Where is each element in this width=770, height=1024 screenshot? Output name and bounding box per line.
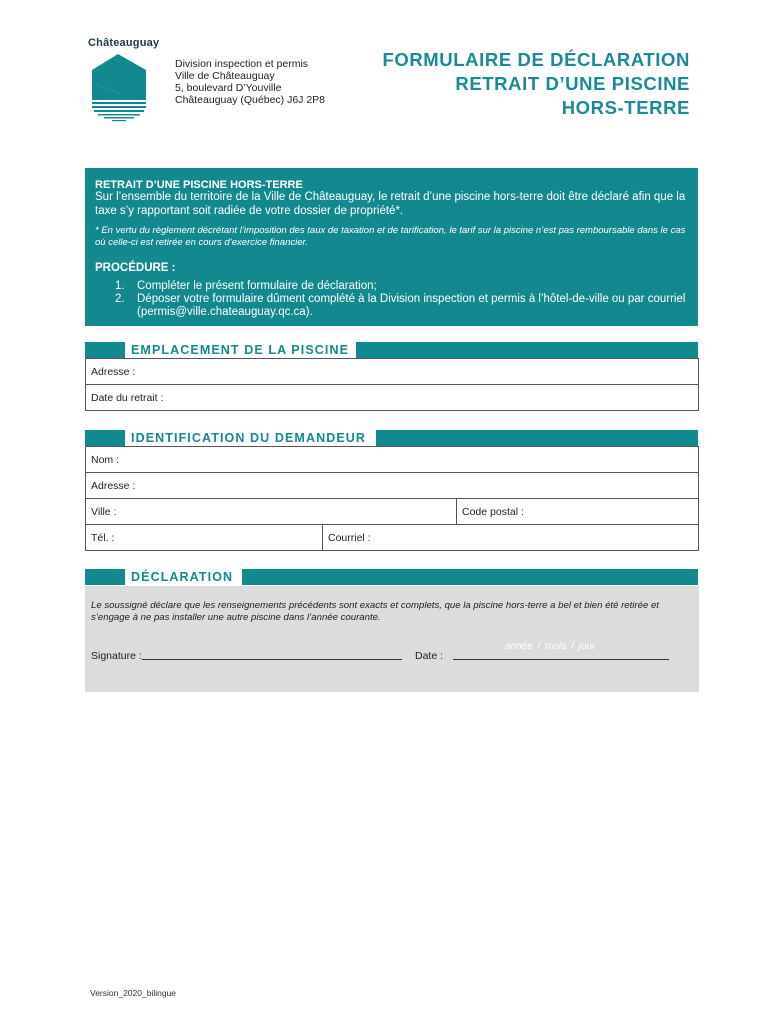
section-header-demandeur (85, 430, 698, 446)
field-label: Code postal : (462, 506, 524, 518)
date-field[interactable] (453, 659, 669, 660)
field-label: Date du retrait : (91, 392, 164, 404)
field-label: Nom : (91, 454, 120, 466)
declaration-text: Le soussigné déclare que les renseignements précédents sont exacts et complets, que la piscine hors-terre a bel et bien été retirée et s’engage à ne pas installer une autre piscine dans l’année courante. (91, 600, 659, 623)
field-row (86, 524, 698, 550)
code-postal-field[interactable] (456, 499, 698, 524)
section-title: DÉCLARATION (125, 569, 239, 585)
procedure-heading: PROCÉDURE : (95, 262, 176, 274)
field-row (86, 384, 698, 410)
section-header-emplacement (85, 342, 698, 358)
step-number: 2. (115, 293, 125, 305)
procedure-step (115, 280, 695, 293)
procedure-steps (115, 280, 695, 319)
field-row (86, 447, 698, 472)
info-note: * En vertu du règlement décrétant l’imposition des taux de taxation et de tarification, le tarif sur la piscine n’est pas remboursable dans le cas où celle-ci est retirée en cours d’exercice financier. (95, 225, 686, 248)
field-label: Tél. : (91, 532, 115, 544)
procedure-step (115, 293, 695, 319)
date-retrait-field[interactable] (86, 385, 698, 410)
address-line: Division inspection et permis (175, 58, 309, 70)
division-address (175, 58, 325, 106)
adresse-field[interactable] (86, 359, 698, 384)
version-footer: Version_2020_bilingue (90, 988, 177, 998)
field-label: Adresse : (91, 366, 136, 378)
form-title (382, 48, 690, 120)
address-line: Ville de Châteauguay (175, 70, 275, 82)
courriel-field[interactable] (322, 525, 698, 550)
info-box (85, 168, 698, 326)
step-text: Déposer votre formulaire dûment complété à la Division inspection et permis à l’hôtel-de-ville ou par courriel (permis@ville.chateauguay.qc.ca). (137, 293, 686, 318)
info-heading: RETRAIT D’UNE PISCINE HORS-TERRE (95, 179, 303, 191)
city-logo-icon (88, 52, 150, 122)
field-row (86, 359, 698, 384)
address-line: Châteauguay (Québec) J6J 2P8 (175, 94, 326, 106)
section-title: EMPLACEMENT DE LA PISCINE (125, 342, 355, 358)
title-line: RETRAIT D’UNE PISCINE (455, 73, 690, 94)
logo-text: Châteauguay (88, 37, 160, 49)
address-line: 5, boulevard D’Youville (175, 82, 282, 94)
field-label: Adresse : (91, 480, 136, 492)
signature-field[interactable] (142, 659, 402, 660)
ville-field[interactable] (86, 499, 456, 524)
date-label: Date : (415, 650, 444, 662)
section-title: IDENTIFICATION DU DEMANDEUR (125, 430, 372, 446)
date-format-hint: année / mois / jour (505, 641, 596, 652)
adresse-field[interactable] (86, 473, 698, 498)
title-line: FORMULAIRE DE DÉCLARATION (382, 49, 690, 70)
info-text: Sur l’ensemble du territoire de la Ville de Châteauguay, le retrait d’une piscine hors-terre doit être déclaré afin que la taxe s’y rapportant soit radiée de votre dossier de propriété*. (95, 191, 686, 217)
title-line: HORS-TERRE (561, 97, 690, 118)
field-row (86, 498, 698, 524)
signature-label: Signature : (91, 650, 142, 662)
field-row (86, 472, 698, 498)
telephone-field[interactable] (86, 525, 322, 550)
declaration-box (85, 586, 699, 692)
nom-field[interactable] (86, 447, 698, 472)
step-number: 1. (115, 280, 125, 292)
demandeur-fields (85, 446, 699, 551)
step-text: Compléter le présent formulaire de déclaration; (137, 280, 377, 292)
emplacement-fields (85, 358, 699, 411)
field-label: Courriel : (328, 532, 371, 544)
field-label: Ville : (91, 506, 117, 518)
section-header-declaration (85, 569, 698, 585)
